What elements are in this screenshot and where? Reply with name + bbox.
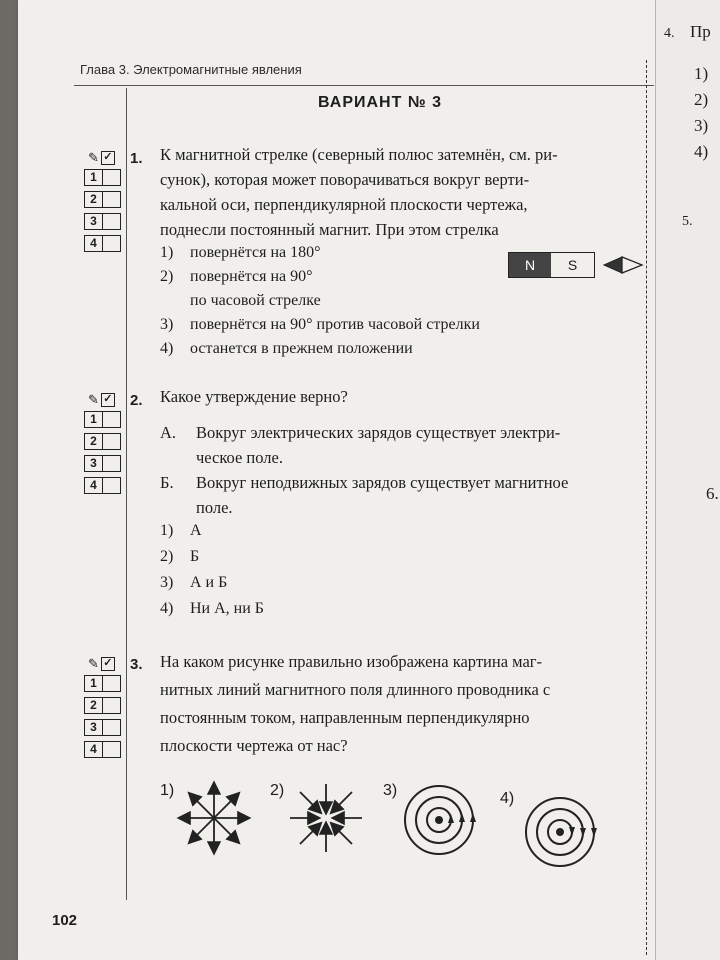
statement-a-label: А. [160,423,177,442]
variant-title: ВАРИАНТ № 3 [318,94,442,111]
adjacent-text: 4. [664,26,675,41]
answer-number: 3 [84,213,103,230]
option-number: 3) [160,574,174,591]
answer-number: 3 [84,719,103,736]
option-text: повернётся на 90° [190,268,313,285]
option-number: 1) [160,522,174,539]
field-line-figures [18,0,668,960]
pencil-icon: ✎ [88,656,99,671]
adjacent-text: 6. [706,484,719,503]
answer-number: 1 [84,411,103,428]
figure-label: 4) [500,790,515,807]
text-line: постоянным током, направленным перпендикулярно [160,708,530,727]
text-line: кальной оси, перпендикулярной плоскости чертежа, [160,195,528,214]
text-line: сунок), которая может поворачиваться вокруг верти- [160,170,530,189]
option-number: 1) [160,244,174,261]
answer-number: 2 [84,697,103,714]
answer-number: 4 [84,741,103,758]
answer-number: 2 [84,191,103,208]
pencil-icon: ✎ [88,150,99,165]
option-number: 3) [160,316,174,333]
figure-3-concentric-down [405,786,476,854]
option-number: 2) [160,268,174,285]
text-line: ческое поле. [196,448,283,467]
adjacent-text: 2) [694,90,709,109]
page-number: 102 [52,912,78,929]
answer-number: 2 [84,433,103,450]
text-line: поднесли постоянный магнит. При этом стрелка [160,220,499,239]
question-number: 2. [130,392,143,409]
answer-number: 1 [84,675,103,692]
north-pole: N [509,253,551,277]
chapter-header: Глава 3. Электромагнитные явления [80,62,302,77]
option-text: по часовой стрелке [190,292,321,309]
text-line: К магнитной стрелке (северный полюс затемнён, см. ри- [160,145,558,164]
option-text: Ни А, ни Б [190,600,264,617]
option-text: Б [190,548,200,565]
adjacent-text: Пр [690,22,711,41]
figure-4-concentric-up [526,798,597,866]
question-2-text: Какое утверждение верно? [160,387,348,406]
checkbox-icon: ✓ [101,151,115,165]
adjacent-text: 5. [682,214,693,229]
text-line: плоскости чертежа от нас? [160,736,348,755]
option-text: повернётся на 90° против часовой стрелки [190,316,480,333]
text-line: Вокруг неподвижных зарядов существует магнитное [196,473,569,492]
figure-label: 1) [160,782,175,799]
figure-1-radial-outward [180,784,248,852]
checkbox-icon: ✓ [101,393,115,407]
text-line: нитных линий магнитного поля длинного проводника с [160,680,551,699]
text-line: Вокруг электрических зарядов существует электри- [196,423,561,442]
adjacent-text: 4) [694,142,709,161]
pencil-icon: ✎ [88,392,99,407]
option-number: 2) [160,548,174,565]
statement-b-label: Б. [160,473,174,492]
question-number: 3. [130,656,143,673]
option-number: 4) [160,340,174,357]
answer-number: 4 [84,477,103,494]
option-text: повернётся на 180° [190,244,321,261]
option-text: А и Б [190,574,228,591]
south-pole: S [567,257,578,273]
textbook-page [18,0,668,960]
option-text: А [190,522,202,539]
adjacent-page [655,0,720,960]
text-line: На каком рисунке правильно изображена картина маг- [160,652,543,671]
option-number: 4) [160,600,174,617]
answer-number: 3 [84,455,103,472]
figure-2-radial-inward [290,784,362,852]
answer-number: 1 [84,169,103,186]
option-text: останется в прежнем положении [190,340,413,357]
figure-label: 2) [270,782,285,799]
text-line: поле. [196,498,233,517]
answer-number: 4 [84,235,103,252]
checkbox-icon: ✓ [101,657,115,671]
adjacent-text: 3) [694,116,709,135]
adjacent-text: 1) [694,64,709,83]
question-number: 1. [130,150,143,167]
figure-label: 3) [383,782,398,799]
